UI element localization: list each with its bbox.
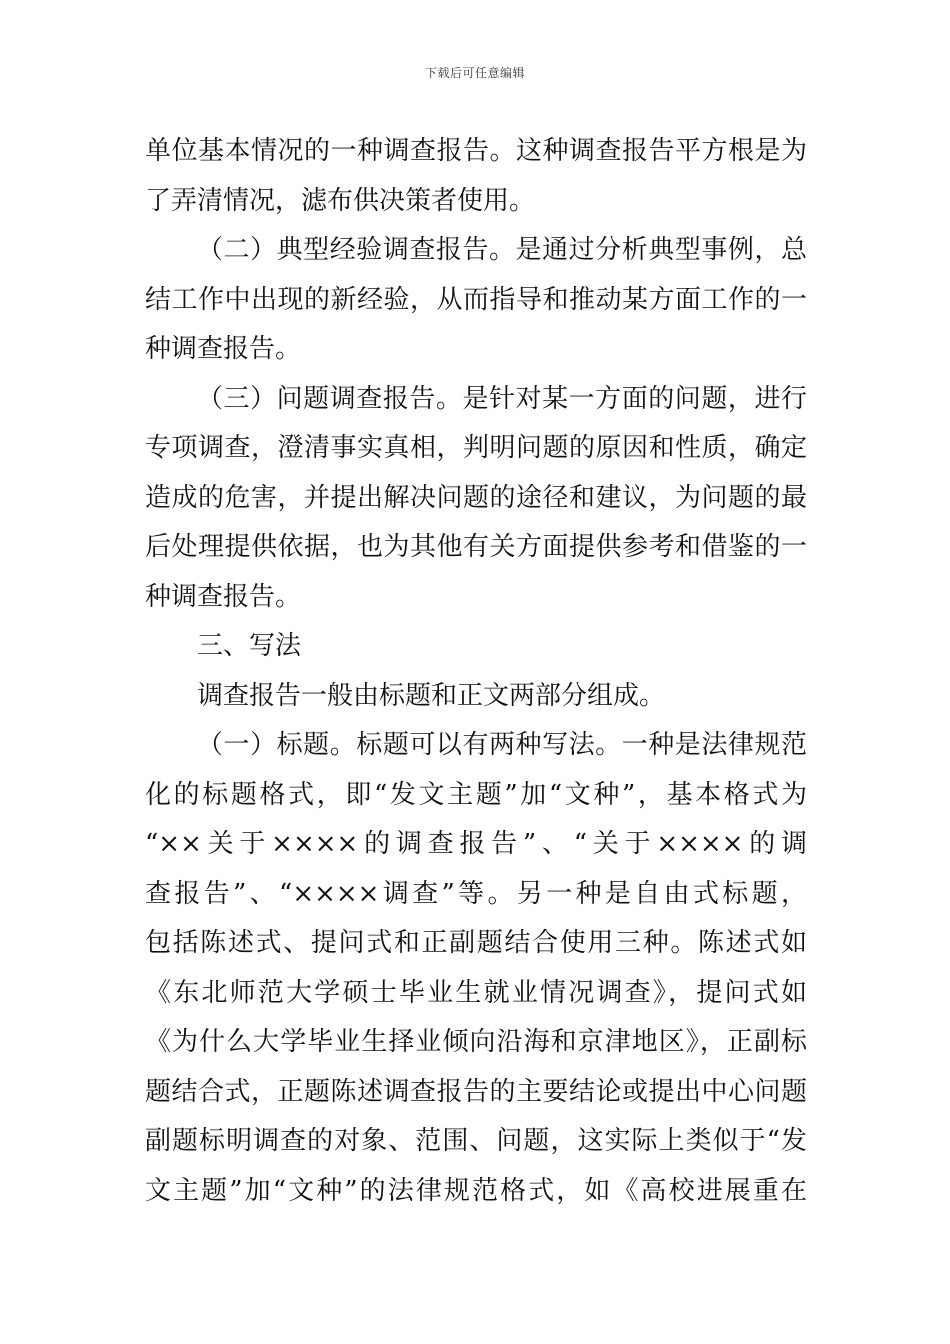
text-line: 后处理提供依据，也为其他有关方面提供参考和借鉴的一 [145,532,807,562]
text-line: 结工作中出现的新经验，从而指导和推动某方面工作的一 [145,284,807,315]
text-line: 专项调查，澄清事实真相，判明问题的原因和性质，确定 [145,433,807,463]
text-line: 种调查报告。 [145,581,302,612]
text-line: 种调查报告。 [145,334,302,364]
text-line: 单位基本情况的一种调查报告。这种调查报告平方根是为 [145,136,807,166]
text-line: 副题标明调查的对象、范围、问题，这实际上类似于“发 [145,1126,807,1156]
page-header: 下载后可任意编辑 [424,66,525,80]
text-line: 查报告”、“××××调查”等。另一种是自由式标题， [145,878,807,909]
document-body [145,127,807,1216]
text-line: 三、写法 [197,631,302,661]
text-line: 包括陈述式、提问式和正副题结合使用三种。陈述式如 [145,928,807,958]
text-line: 题结合式，正题陈述调查报告的主要结论或提出中心问题 [145,1076,807,1107]
text-line: 造成的危害，并提出解决问题的途径和建议，为问题的最 [145,482,807,513]
text-line: 了弄清情况，滤布供决策者使用。 [145,185,536,216]
text-line: “××关于××××的调查报告”、“关于××××的调 [145,829,807,859]
text-line: 《东北师范大学硕士毕业生就业情况调查》，提问式如 [145,977,807,1008]
text-line: 调查报告一般由标题和正文两部分组成。 [197,680,666,711]
text-line: （二）典型经验调查报告。是通过分析典型事例，总 [197,235,807,265]
text-line: （三）问题调查报告。是针对某一方面的问题，进行 [197,383,807,414]
text-line: 化的标题格式，即“发文主题”加“文种”，基本格式为 [145,779,807,810]
text-line: 文主题”加“文种”的法律规范格式，如《高校进展重在 [145,1175,807,1206]
text-line: （一）标题。标题可以有两种写法。一种是法律规范 [197,730,807,760]
text-line: 《为什么大学毕业生择业倾向沿海和京津地区》，正副标 [145,1027,807,1057]
